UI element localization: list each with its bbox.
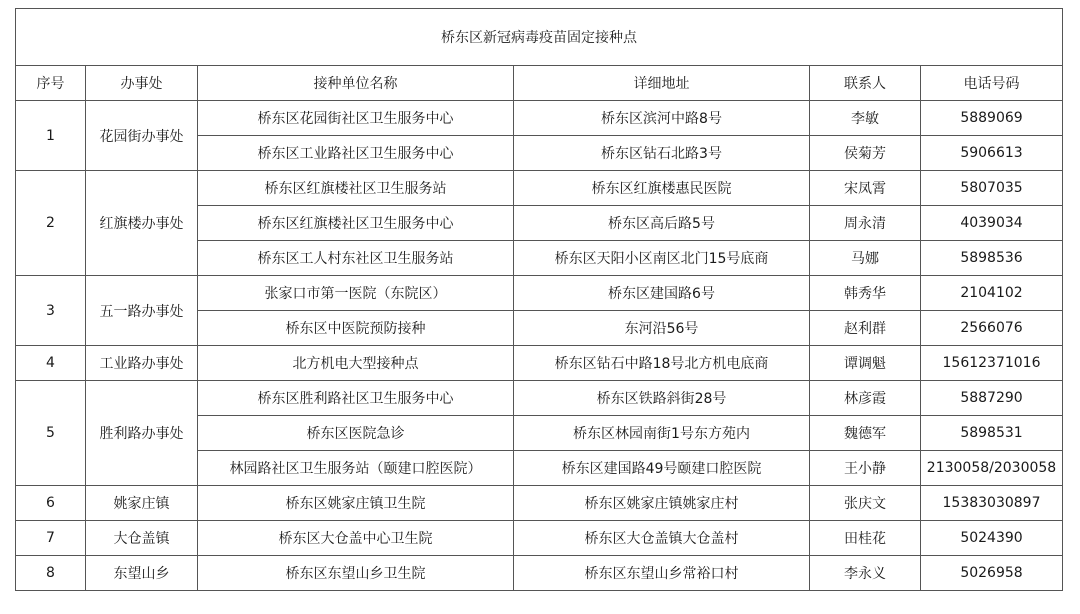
cell-phone: 5898536 (921, 241, 1063, 276)
table-row (16, 556, 1063, 591)
cell-address: 桥东区铁路斜街28号 (514, 381, 810, 416)
cell-unit: 桥东区东望山乡卫生院 (198, 556, 514, 591)
cell-office: 大仓盖镇 (86, 521, 198, 556)
header-unit: 接种单位名称 (198, 66, 514, 101)
cell-contact: 林彦霞 (810, 381, 921, 416)
cell-seq: 5 (16, 381, 86, 486)
cell-contact: 王小静 (810, 451, 921, 486)
cell-contact: 魏德军 (810, 416, 921, 451)
cell-seq: 7 (16, 521, 86, 556)
cell-contact: 田桂花 (810, 521, 921, 556)
cell-contact: 侯菊芳 (810, 136, 921, 171)
cell-office: 五一路办事处 (86, 276, 198, 346)
cell-address: 桥东区东望山乡常裕口村 (514, 556, 810, 591)
header-phone: 电话号码 (921, 66, 1063, 101)
cell-contact: 李敏 (810, 101, 921, 136)
cell-address: 东河沿56号 (514, 311, 810, 346)
cell-seq: 8 (16, 556, 86, 591)
table-row (16, 101, 1063, 136)
cell-unit: 桥东区红旗楼社区卫生服务中心 (198, 206, 514, 241)
cell-phone: 5887290 (921, 381, 1063, 416)
cell-unit: 桥东区大仓盖中心卫生院 (198, 521, 514, 556)
cell-address: 桥东区大仓盖镇大仓盖村 (514, 521, 810, 556)
cell-unit: 桥东区胜利路社区卫生服务中心 (198, 381, 514, 416)
cell-address: 桥东区建国路6号 (514, 276, 810, 311)
cell-contact: 赵利群 (810, 311, 921, 346)
cell-contact: 谭调魁 (810, 346, 921, 381)
cell-phone: 4039034 (921, 206, 1063, 241)
cell-seq: 6 (16, 486, 86, 521)
cell-phone: 5026958 (921, 556, 1063, 591)
cell-phone: 2130058/2030058 (921, 451, 1063, 486)
cell-address: 桥东区建国路49号颐建口腔医院 (514, 451, 810, 486)
cell-seq: 3 (16, 276, 86, 346)
cell-unit: 桥东区医院急诊 (198, 416, 514, 451)
cell-contact: 宋凤霄 (810, 171, 921, 206)
table-row (16, 276, 1063, 311)
cell-phone: 15383030897 (921, 486, 1063, 521)
header-row (16, 66, 1063, 101)
header-office: 办事处 (86, 66, 198, 101)
cell-unit: 北方机电大型接种点 (198, 346, 514, 381)
cell-phone: 5024390 (921, 521, 1063, 556)
vaccination-sites-table (15, 8, 1063, 591)
cell-contact: 张庆文 (810, 486, 921, 521)
cell-seq: 1 (16, 101, 86, 171)
table-title: 桥东区新冠病毒疫苗固定接种点 (16, 9, 1063, 66)
cell-phone: 5906613 (921, 136, 1063, 171)
cell-contact: 李永义 (810, 556, 921, 591)
cell-address: 桥东区钻石中路18号北方机电底商 (514, 346, 810, 381)
cell-address: 桥东区林园南街1号东方苑内 (514, 416, 810, 451)
cell-seq: 4 (16, 346, 86, 381)
cell-address: 桥东区天阳小区南区北门15号底商 (514, 241, 810, 276)
header-contact: 联系人 (810, 66, 921, 101)
cell-contact: 马娜 (810, 241, 921, 276)
cell-phone: 2566076 (921, 311, 1063, 346)
cell-unit: 桥东区中医院预防接种 (198, 311, 514, 346)
cell-unit: 张家口市第一医院（东院区） (198, 276, 514, 311)
cell-address: 桥东区滨河中路8号 (514, 101, 810, 136)
cell-contact: 周永清 (810, 206, 921, 241)
cell-address: 桥东区姚家庄镇姚家庄村 (514, 486, 810, 521)
table-row (16, 521, 1063, 556)
table-row (16, 171, 1063, 206)
cell-address: 桥东区钻石北路3号 (514, 136, 810, 171)
cell-phone: 15612371016 (921, 346, 1063, 381)
cell-contact: 韩秀华 (810, 276, 921, 311)
table-row (16, 346, 1063, 381)
cell-unit: 桥东区工业路社区卫生服务中心 (198, 136, 514, 171)
cell-office: 胜利路办事处 (86, 381, 198, 486)
cell-unit: 桥东区姚家庄镇卫生院 (198, 486, 514, 521)
cell-phone: 5898531 (921, 416, 1063, 451)
cell-seq: 2 (16, 171, 86, 276)
cell-office: 工业路办事处 (86, 346, 198, 381)
cell-address: 桥东区高后路5号 (514, 206, 810, 241)
cell-office: 红旗楼办事处 (86, 171, 198, 276)
cell-unit: 桥东区工人村东社区卫生服务站 (198, 241, 514, 276)
cell-office: 东望山乡 (86, 556, 198, 591)
cell-phone: 2104102 (921, 276, 1063, 311)
table-row (16, 381, 1063, 416)
cell-phone: 5807035 (921, 171, 1063, 206)
cell-unit: 桥东区花园街社区卫生服务中心 (198, 101, 514, 136)
cell-unit: 桥东区红旗楼社区卫生服务站 (198, 171, 514, 206)
header-seq: 序号 (16, 66, 86, 101)
cell-address: 桥东区红旗楼惠民医院 (514, 171, 810, 206)
cell-unit: 林园路社区卫生服务站（颐建口腔医院） (198, 451, 514, 486)
cell-office: 花园街办事处 (86, 101, 198, 171)
cell-office: 姚家庄镇 (86, 486, 198, 521)
cell-phone: 5889069 (921, 101, 1063, 136)
table-row (16, 486, 1063, 521)
header-address: 详细地址 (514, 66, 810, 101)
